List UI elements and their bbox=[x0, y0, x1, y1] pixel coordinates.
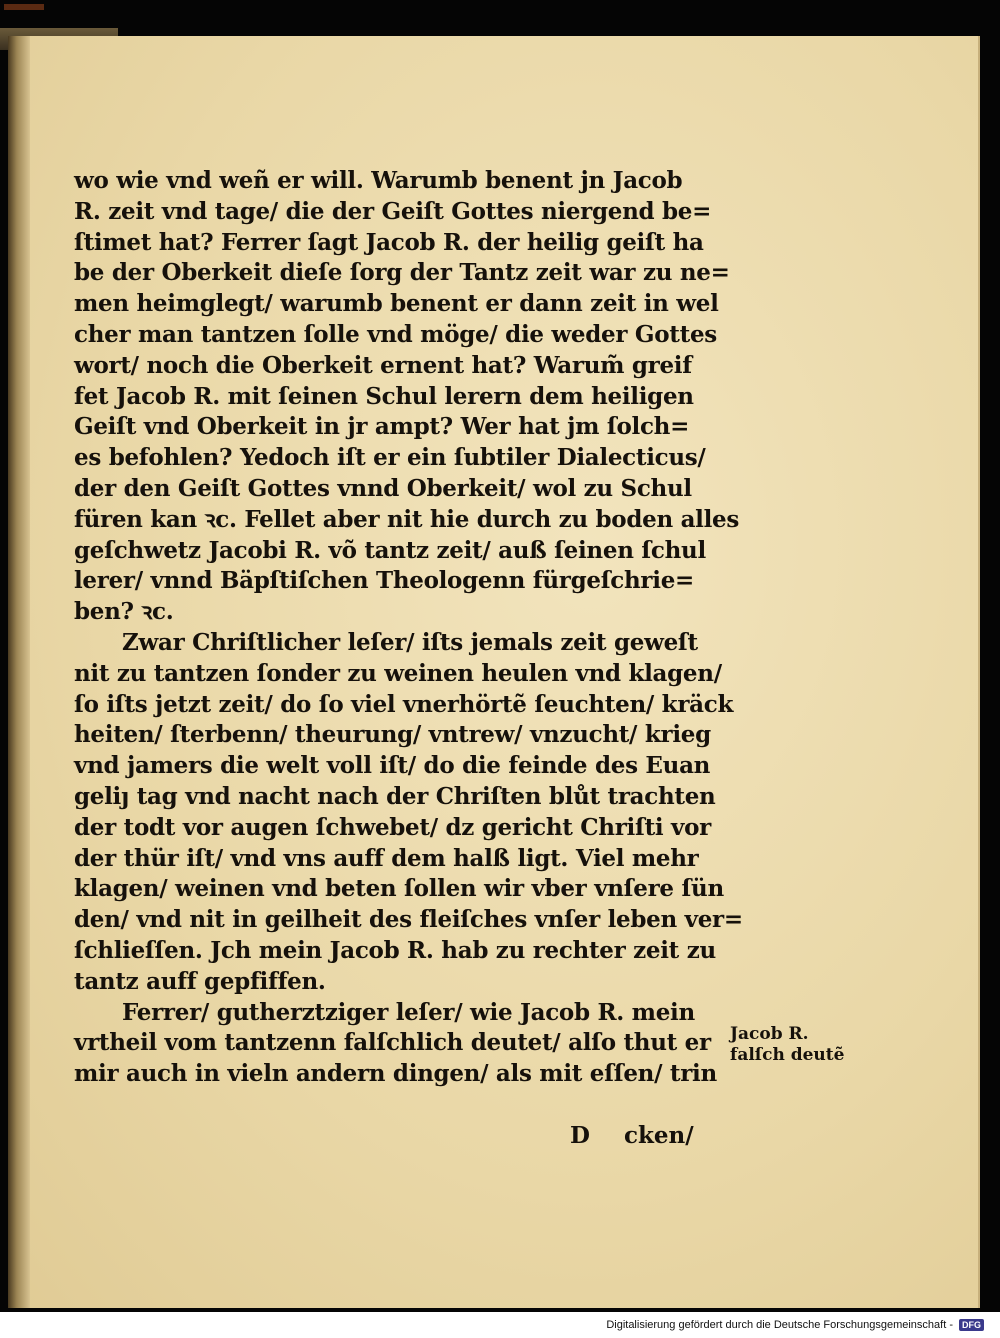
text-line: ben? ꝛc. bbox=[74, 598, 174, 626]
paragraph-start-line: Zwar Chriſtlicher leſer/ iſts jemals zeit geweſt bbox=[122, 628, 698, 656]
text-line: vrtheil vom tantzenn falſchlich deutet/ alſo thut er bbox=[74, 1029, 711, 1057]
text-line: mir auch in vieln andern dingen/ als mit eſſen/ trin bbox=[74, 1060, 717, 1088]
text-line: lerer/ vnnd Bäpſtiſchen Theologenn fürgeſchrie= bbox=[74, 567, 694, 595]
text-line: es befohlen? Yedoch iſt er ein ſubtiler Dialecticus/ bbox=[74, 444, 706, 472]
text-line: geliȷ tag vnd nacht nach der Chriſten blůt trachten bbox=[74, 782, 716, 810]
text-line: R. zeit vnd tage/ die der Geiſt Gottes niergend be= bbox=[74, 197, 712, 225]
text-line: geſchwetz Jacobi R. võ tantz zeit/ auß ſeinen ſchul bbox=[74, 536, 706, 564]
margin-note bbox=[730, 1024, 870, 1066]
text-line: ſo iſts jetzt zeit/ do ſo viel vnerhörtẽ ſeuchten/ kräck bbox=[74, 690, 734, 718]
margin-note-line: Jacob R. bbox=[730, 1024, 809, 1044]
text-line: der den Geiſt Gottes vnnd Oberkeit/ wol zu Schul bbox=[74, 474, 692, 502]
text-line: nit zu tantzen ſonder zu weinen heulen vnd klagen/ bbox=[74, 659, 722, 687]
book-page bbox=[8, 36, 980, 1308]
catchword bbox=[570, 1122, 694, 1149]
catchword-text: cken/ bbox=[623, 1122, 694, 1149]
page-gutter-shadow bbox=[8, 36, 30, 1308]
text-line: vnd jamers die welt voll iſt/ do die feinde des Euan bbox=[74, 752, 711, 780]
dfg-logo: DFG bbox=[959, 1319, 984, 1331]
text-line: der todt vor augen ſchwebet/ dz gericht Chriſti vor bbox=[74, 813, 711, 841]
digitization-footer bbox=[606, 1315, 984, 1335]
text-line: cher man tantzen ſolle vnd möge/ die weder Gottes bbox=[74, 320, 717, 348]
text-line: der thür iſt/ vnd vns auff dem halß ligt. Viel mehr bbox=[74, 844, 699, 872]
text-line: füren kan ꝛc. Fellet aber nit hie durch zu boden alles bbox=[74, 505, 740, 533]
text-line: fet Jacob R. mit ſeinen Schul lerern dem heiligen bbox=[74, 382, 694, 410]
margin-note-line: falſch deutẽ bbox=[730, 1045, 845, 1065]
text-line: ſchlieſſen. Jch mein Jacob R. hab zu rechter zeit zu bbox=[74, 936, 716, 964]
text-line: tantz auff gepfiffen. bbox=[74, 967, 326, 995]
text-line: Geiſt vnd Oberkeit in jr ampt? Wer hat jm ſolch= bbox=[74, 413, 690, 441]
text-line: ſtimet hat? Ferrer ſagt Jacob R. der heilig geiſt ha bbox=[74, 228, 704, 256]
signature-mark: D bbox=[570, 1122, 590, 1149]
text-line: heiten/ ſterbenn/ theurung/ vntrew/ vnzucht/ krieg bbox=[74, 721, 711, 749]
text-line: men heimglegt/ warumb benent er dann zeit in wel bbox=[74, 290, 719, 318]
text-line: klagen/ weinen vnd beten ſollen wir vber vnſere ſün bbox=[74, 875, 724, 903]
page-body-text bbox=[74, 166, 743, 1090]
footer-credit-text: Digitalisierung gefördert durch die Deutsche Forschungsgemeinschaft - bbox=[606, 1319, 953, 1331]
text-line: den/ vnd nit in geilheit des fleiſches vnſer leben ver= bbox=[74, 906, 743, 934]
scan-corner-mark bbox=[4, 4, 44, 10]
paragraph-start-line: Ferrer/ gutherztziger leſer/ wie Jacob R. mein bbox=[122, 998, 695, 1026]
text-line: be der Oberkeit dieſe ſorg der Tantz zeit war zu ne= bbox=[74, 259, 730, 287]
text-line: wo wie vnd weñ er will. Warumb benent jn Jacob bbox=[74, 167, 683, 194]
text-line: wort/ noch die Oberkeit ernent hat? Warum̃ greif bbox=[74, 351, 692, 379]
